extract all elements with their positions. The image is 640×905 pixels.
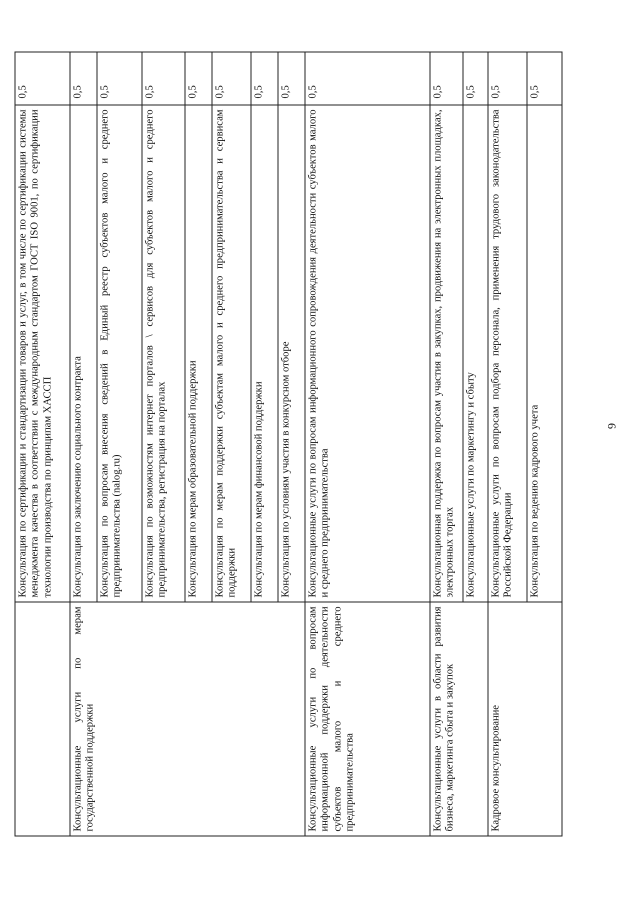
rotated-table-container [15,52,541,837]
service-cell: Консультация по заключению социального контракта [70,105,97,602]
page-number: 6 [605,423,619,429]
service-cell: Консультация по вопросам внесения сведений в Единый реестр субъектов малого и среднего предпринимательства (nalog.ru) [97,105,142,602]
value-cell: 0,5 [527,52,562,105]
value-cell: 0,5 [212,52,251,105]
value-cell: 0,5 [185,52,212,105]
service-cell: Консультационные услуги по маркетингу и сбыту [463,105,488,602]
category-cell: Консультационные услуги по мерам государственной поддержки [70,602,305,836]
value-cell: 0,5 [142,52,185,105]
service-cell: Консультационные услуги по вопросам информационного сопровождения деятельности субъектов малого и среднего предпринимательства [305,105,430,602]
table-row [15,52,70,836]
service-cell: Консультация по мерам финансовой поддержки [251,105,278,602]
service-cell: Консультация по мерам образовательной поддержки [185,105,212,602]
table-row [430,52,463,836]
value-cell: 0,5 [278,52,305,105]
category-cell: Кадровое консультирование [488,602,562,836]
services-table [15,52,563,837]
value-cell: 0,5 [305,52,430,105]
category-cell: Консультационные услуги в области развития бизнеса, маркетинга сбыта и закупок [430,602,488,836]
service-cell: Консультация по сертификации и стандартизации товаров и услуг, в том числе по сертификации системы менеджмента качества в соответствии с международным стандартом ГОСТ ISO 9001, по сертификации технологии производства по принципам ХАССП [15,105,70,602]
value-cell: 0,5 [463,52,488,105]
value-cell: 0,5 [430,52,463,105]
category-cell: Консультационные услуги по вопросам информационной поддержки деятельности субъектов малого и среднего предпринимательства [305,602,430,836]
service-cell: Консультация по возможностям интернет порталов \ сервисов для субъектов малого и среднего предпринимательства, регистрация на порталах [142,105,185,602]
value-cell: 0,5 [251,52,278,105]
value-cell: 0,5 [488,52,527,105]
table-row [305,52,430,836]
table-row [488,52,527,836]
value-cell: 0,5 [97,52,142,105]
service-cell: Консультация по мерам поддержки субъектам малого и среднего предпринимательства и сервисам поддержки [212,105,251,602]
value-cell: 0,5 [15,52,70,105]
value-cell: 0,5 [70,52,97,105]
service-cell: Консультационная поддержка по вопросам участия в закупках, продвижения на электронных площадках, электронных торгах [430,105,463,602]
service-cell: Консультация по условиям участия в конкурсном отборе [278,105,305,602]
service-cell: Консультационные услуги по вопросам подбора персонала, применения трудового законодательства Российской Федерации [488,105,527,602]
category-cell [15,602,70,836]
table-row [70,52,97,836]
service-cell: Консультация по ведению кадрового учета [527,105,562,602]
